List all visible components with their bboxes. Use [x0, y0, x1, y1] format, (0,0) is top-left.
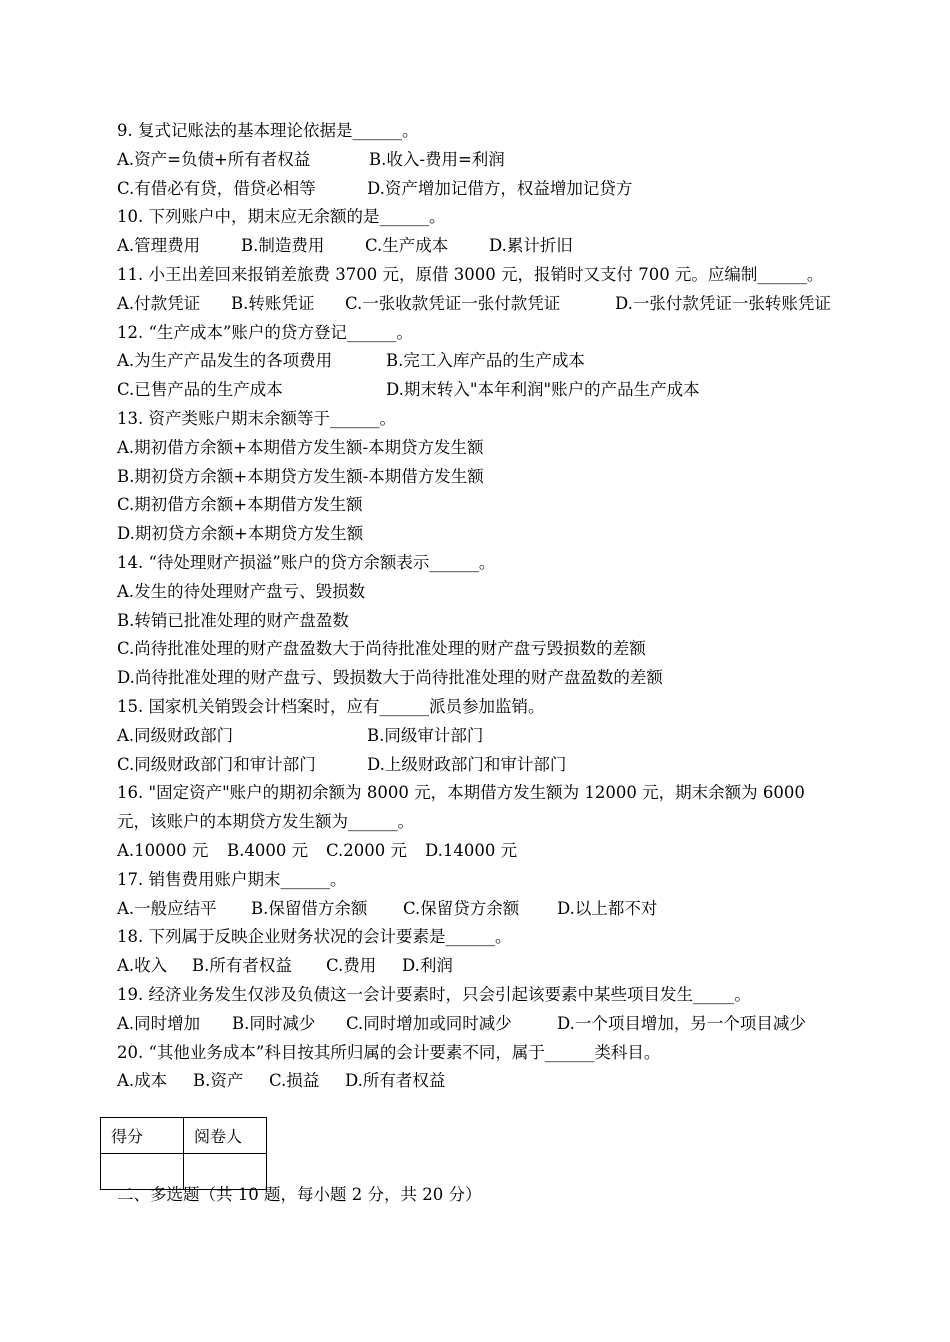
reviewer-cell[interactable]: [184, 1154, 267, 1190]
question-9-options: [117, 146, 907, 175]
option-c: C.费用: [326, 956, 377, 976]
option-d: D.期末转入"本年利润"账户的产品生产成本: [386, 380, 700, 400]
question-14-stem: 14. “待处理财产损溢”账户的贷方余额表示______。: [117, 552, 496, 572]
option-c: C.已售产品的生产成本: [117, 380, 283, 400]
question-18-options: [117, 952, 907, 981]
question-12-stem: 12. “生产成本”账户的贷方登记______。: [117, 322, 413, 342]
question-11-stem: 11. 小王出差回来报销差旅费 3700 元，原借 3000 元，报销时又支付 700 元。应编制______。: [117, 264, 824, 284]
option-b: B.转销已批准处理的财产盘盈数: [117, 610, 349, 630]
option-a: A.资产=负债+所有者权益: [117, 149, 311, 169]
option-c: C.期初借方余额+本期借方发生额: [117, 495, 363, 515]
option-d: D.尚待批准处理的财产盘亏、毁损数大于尚待批准处理的财产盘盈数的差额: [117, 668, 663, 688]
question-16-stem: 16. "固定资产"账户的期初余额为 8000 元，本期借方发生额为 12000 元，期末余额为 6000: [117, 783, 805, 803]
option-b: B.4000 元: [227, 840, 309, 860]
option-c: C.同时增加或同时减少: [346, 1013, 512, 1033]
option-a: A.同级财政部门: [117, 725, 234, 745]
question-16-options: [117, 837, 907, 866]
option-b: B.资产: [193, 1071, 244, 1091]
option-a: A.10000 元: [117, 840, 209, 860]
question-9-options: [117, 175, 907, 204]
option-c: C.损益: [269, 1071, 320, 1091]
option-b: B.同时减少: [232, 1013, 316, 1033]
option-d: D.一个项目增加，另一个项目减少: [557, 1013, 806, 1033]
score-label: 得分: [101, 1118, 184, 1154]
question-12-options: [117, 376, 907, 405]
option-c: C.一张收款凭证一张付款凭证: [345, 293, 561, 313]
option-b: B.同级审计部门: [367, 725, 484, 745]
option-d: D.利润: [402, 956, 453, 976]
option-b: B.保留借方余额: [251, 898, 368, 918]
option-a: A.发生的待处理财产盘亏、毁损数: [117, 581, 366, 601]
option-a: A.同时增加: [117, 1013, 201, 1033]
option-d: D.一张付款凭证一张转账凭证: [615, 293, 831, 313]
option-d: D.累计折旧: [489, 236, 573, 256]
option-b: B.期初贷方余额+本期贷方发生额-本期借方发生额: [117, 466, 484, 486]
question-18-stem: 18. 下列属于反映企业财务状况的会计要素是______。: [117, 927, 512, 947]
option-a: A.为生产产品发生的各项费用: [117, 351, 333, 371]
option-c: C.有借必有贷，借贷必相等: [117, 178, 316, 198]
section-title: 二、多选题（共 10 题，每小题 2 分，共 20 分）: [117, 1185, 482, 1204]
reviewer-label: 阅卷人: [184, 1118, 267, 1154]
question-15-options: [117, 751, 907, 780]
option-a: A.管理费用: [117, 236, 201, 256]
option-c: C.生产成本: [365, 236, 449, 256]
question-9-stem: 9. 复式记账法的基本理论依据是______。: [117, 121, 419, 140]
option-d: D.14000 元: [425, 840, 518, 860]
option-a: A.一般应结平: [117, 898, 217, 918]
question-19-stem: 19. 经济业务发生仅涉及负债这一会计要素时，只会引起该要素中某些项目发生_____。: [117, 984, 751, 1004]
option-c: C.同级财政部门和审计部门: [117, 754, 316, 774]
option-b: B.收入-费用=利润: [369, 149, 505, 169]
question-17-options: [117, 895, 907, 924]
option-d: D.资产增加记借方，权益增加记贷方: [367, 178, 633, 198]
option-c: C.2000 元: [326, 840, 408, 860]
question-list: [117, 117, 907, 1096]
option-a: A.成本: [117, 1071, 168, 1091]
question-11-options: [117, 290, 907, 319]
question-16-stem-continued: 元，该账户的本期贷方发生额为______。: [117, 812, 414, 832]
question-15-options: [117, 722, 907, 751]
option-b: B.所有者权益: [192, 956, 292, 976]
question-10-stem: 10. 下列账户中，期末应无余额的是______。: [117, 207, 446, 227]
question-20-stem: 20. “其他业务成本”科目按其所归属的会计要素不同，属于______类科目。: [117, 1042, 661, 1062]
question-19-options: [117, 1010, 907, 1039]
question-12-options: [117, 347, 907, 376]
option-b: B.制造费用: [241, 236, 325, 256]
option-b: B.转账凭证: [231, 293, 315, 313]
question-13-stem: 13. 资产类账户期末余额等于______。: [117, 408, 396, 428]
question-15-stem: 15. 国家机关销毁会计档案时，应有______派员参加监销。: [117, 696, 545, 716]
option-b: B.完工入库产品的生产成本: [386, 351, 585, 371]
question-20-options: [117, 1067, 907, 1096]
option-a: A.付款凭证: [117, 293, 201, 313]
option-c: C.尚待批准处理的财产盘盈数大于尚待批准处理的财产盘亏毁损数的差额: [117, 639, 646, 659]
option-d: D.所有者权益: [345, 1071, 446, 1091]
option-d: D.上级财政部门和审计部门: [367, 754, 567, 774]
score-table: [100, 1117, 267, 1190]
question-17-stem: 17. 销售费用账户期末______。: [117, 869, 347, 889]
option-c: C.保留贷方余额: [403, 898, 520, 918]
score-cell[interactable]: [101, 1154, 184, 1190]
question-10-options: [117, 232, 907, 261]
option-a: A.收入: [117, 956, 168, 976]
option-d: D.以上都不对: [557, 898, 658, 918]
option-d: D.期初贷方余额+本期贷方发生额: [117, 524, 364, 544]
option-a: A.期初借方余额+本期借方发生额-本期贷方发生额: [117, 437, 484, 457]
